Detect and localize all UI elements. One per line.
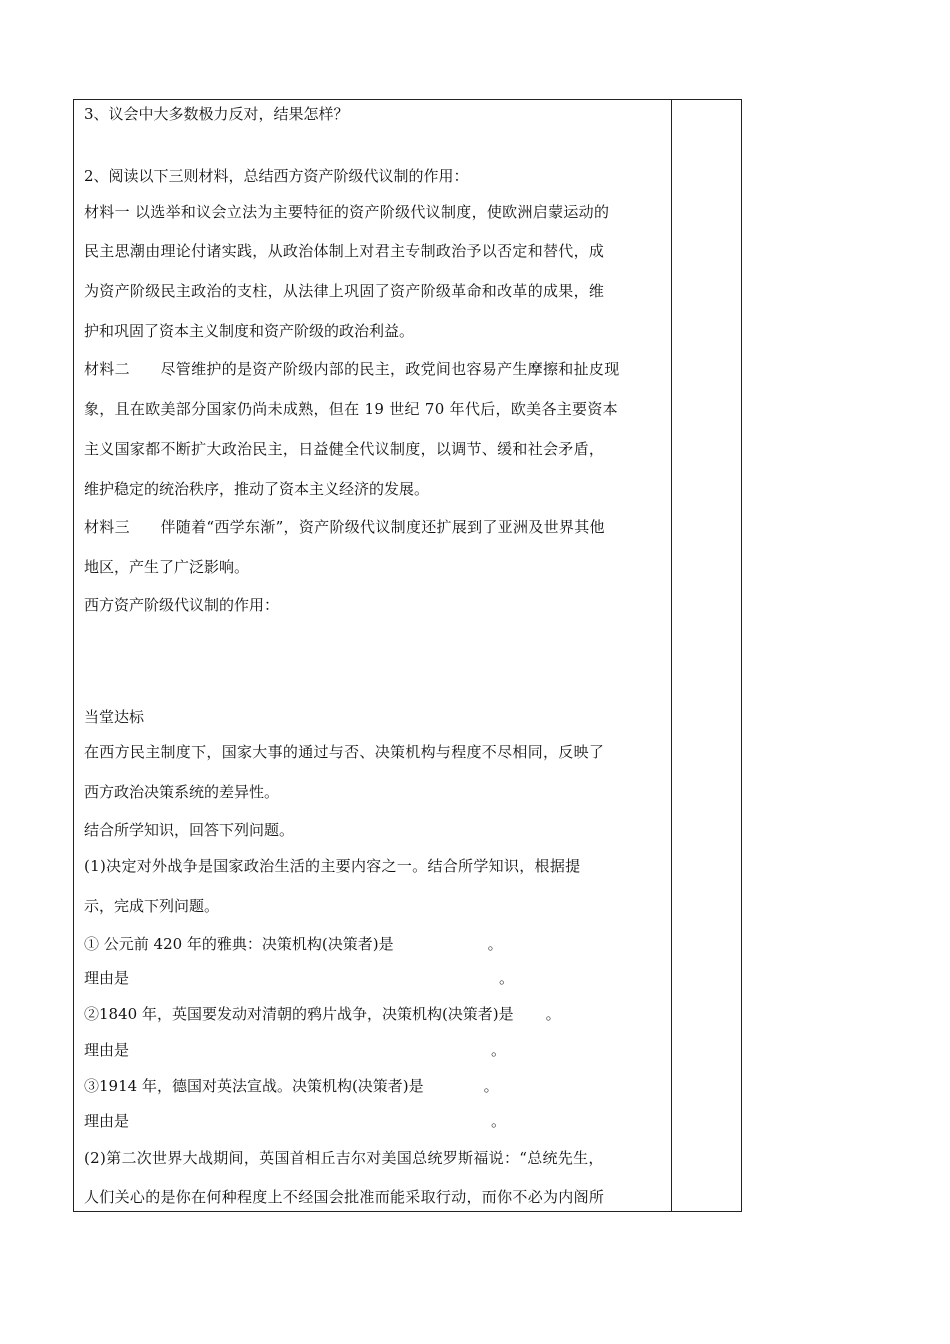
material-2-line-2: 象，且在欧美部分国家仍尚未成熟，但在 19 世纪 70 年代后，欧美各主要资本 [84, 400, 618, 418]
question-3: 3、议会中大多数极力反对，结果怎样？ [84, 105, 349, 123]
item-3-germany: ③1914 年，德国对英法宣战。决策机构(决策者)是 。 [84, 1077, 499, 1095]
material-1-line-4: 护和巩固了资本主义制度和资产阶级的政治利益。 [84, 322, 415, 340]
material-3-line-2: 地区，产生了广泛影响。 [84, 558, 250, 576]
item-1-reason: 理由是 。 [84, 969, 515, 987]
item-2-reason: 理由是 。 [84, 1041, 507, 1059]
question-2-line-2: 人们关心的是你在何种程度上不经国会批准而能采取行动，而你不必为内阁所 [84, 1188, 605, 1206]
material-2-line-4: 维护稳定的统治秩序，推动了资本主义经济的发展。 [84, 480, 430, 498]
material-2-line-1: 材料二 尽管维护的是资产阶级内部的民主，政党间也容易产生摩擦和扯皮现 [84, 360, 620, 378]
question-1-line-1: (1)决定对外战争是国家政治生活的主要内容之一。结合所学知识，根据提 [84, 857, 581, 875]
item-2-britain: ②1840 年，英国要发动对清朝的鸦片战争，决策机构(决策者)是 。 [84, 1005, 561, 1023]
question-2-prompt: 2、阅读以下三则材料，总结西方资产阶级代议制的作用： [84, 167, 469, 185]
practice-intro-line-1: 在西方民主制度下，国家大事的通过与否、决策机构与程度不尽相同，反映了 [84, 743, 605, 761]
practice-intro-line-2: 西方政治决策系统的差异性。 [84, 783, 280, 801]
material-1-line-3: 为资产阶级民主政治的支柱，从法律上巩固了资产阶级革命和改革的成果，维 [84, 282, 605, 300]
worksheet-table [73, 99, 742, 1212]
notes-column [672, 100, 742, 1211]
question-2-line-1: (2)第二次世界大战期间，英国首相丘吉尔对美国总统罗斯福说：“总统先生， [84, 1149, 604, 1167]
item-1-athens: ① 公元前 420 年的雅典：决策机构(决策者)是 。 [84, 935, 503, 953]
item-3-reason: 理由是 。 [84, 1112, 507, 1130]
function-answer-label: 西方资产阶级代议制的作用： [84, 596, 280, 614]
material-3-line-1: 材料三 伴随着“西学东渐”，资产阶级代议制度还扩展到了亚洲及世界其他 [84, 518, 605, 536]
material-1-line-2: 民主思潮由理论付诸实践，从政治体制上对君主专制政治予以否定和替代，成 [84, 242, 605, 260]
main-column [84, 100, 668, 1211]
section-heading-practice: 当堂达标 [84, 708, 145, 726]
practice-instruction: 结合所学知识，回答下列问题。 [84, 821, 295, 839]
material-1-line-1: 材料一 以选举和议会立法为主要特征的资产阶级代议制度，使欧洲启蒙运动的 [84, 203, 610, 221]
question-1-line-2: 示，完成下列问题。 [84, 897, 220, 915]
material-2-line-3: 主义国家都不断扩大政治民主，日益健全代议制度，以调节、缓和社会矛盾， [84, 440, 605, 458]
